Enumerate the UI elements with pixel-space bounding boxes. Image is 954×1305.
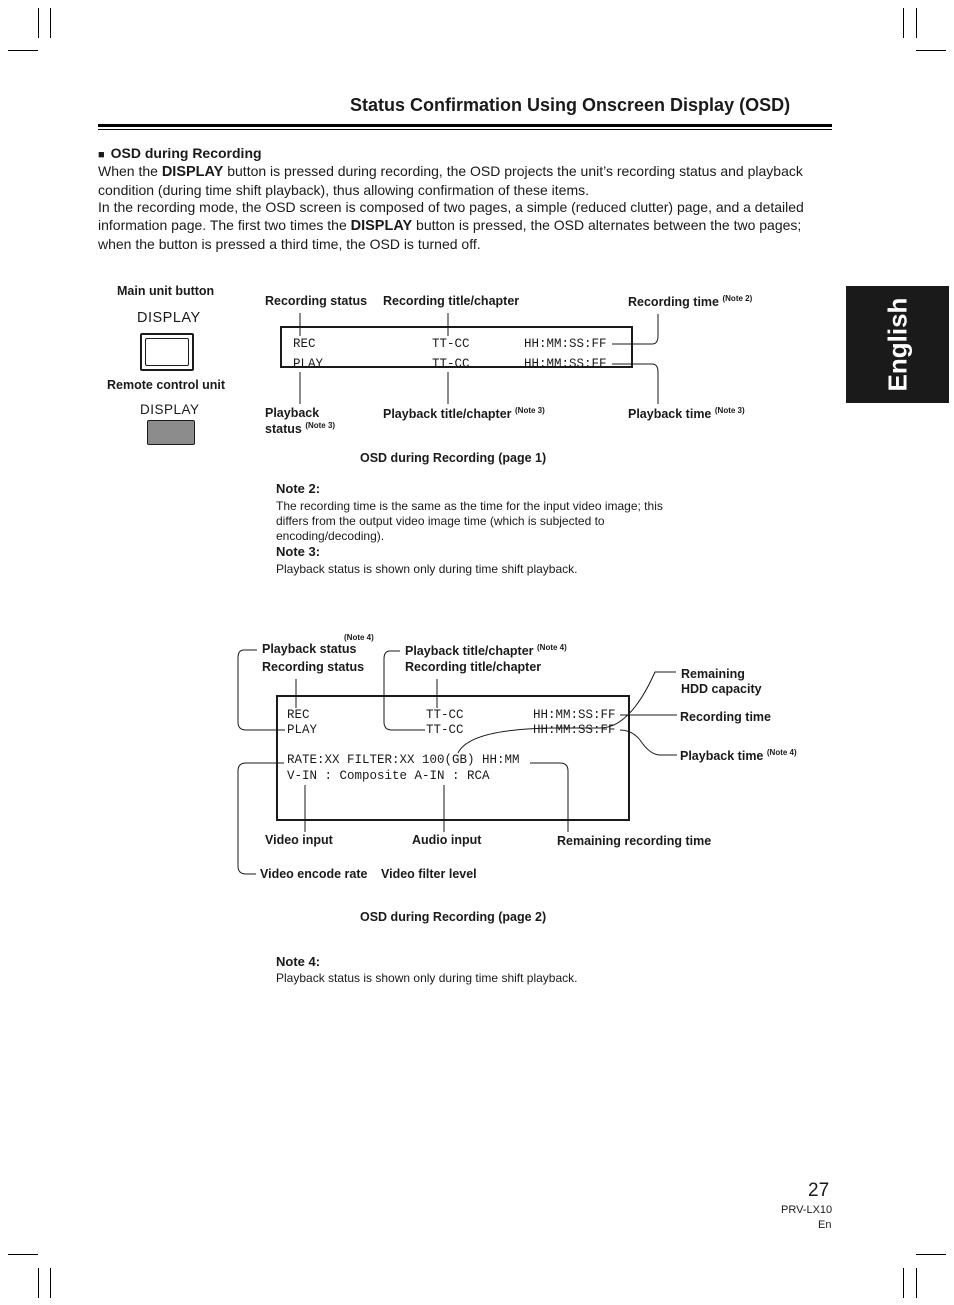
p2-hdd-label-1: Remaining — [681, 667, 745, 681]
note3-title: Note 3: — [276, 544, 321, 559]
leader-line — [652, 314, 658, 344]
leader-line — [620, 730, 677, 755]
leader-line — [384, 651, 425, 730]
remote-display-text: DISPLAY — [140, 402, 200, 417]
p2-playback-time-label: Playback time $^{(Note 4)}$ — [680, 748, 797, 764]
p1-caption: OSD during Recording (page 1) — [360, 451, 547, 465]
leader-line — [238, 763, 284, 874]
note4-title: Note 4: — [276, 954, 321, 969]
p2-note4-top: (Note 4) — [344, 633, 374, 642]
note4-text: Playback status is shown only during time shift playback. — [276, 971, 578, 985]
main-display-text: DISPLAY — [137, 310, 201, 326]
p2-recording-title-label: Recording title/chapter — [405, 660, 542, 674]
p1-recording-status-label: Recording status — [265, 294, 368, 308]
display-keyword: DISPLAY — [350, 218, 413, 234]
p1-row1-time: HH:MM:SS:FF — [524, 337, 607, 351]
p2-caption: OSD during Recording (page 2) — [360, 910, 547, 924]
p2-playback-title-label: Playback title/chapter $^{(Note 4)}$ — [405, 643, 567, 659]
p2-encode-rate-label: Video encode rate — [260, 867, 368, 881]
p2-row1-status: REC — [287, 708, 310, 722]
model-code: PRV-LX10 — [781, 1204, 833, 1216]
p1-row2-status: PLAY — [293, 357, 324, 371]
note2-text: The recording time is the same as the time for the input video image; this differs from the output video image time (which is subjected to encoding/decoding). — [276, 499, 663, 543]
page-number: 27 — [808, 1180, 830, 1201]
p1-playback-status-label: Playback — [265, 406, 320, 420]
p1-row1-title: TT-CC — [432, 337, 470, 351]
p2-row3: RATE:XX FILTER:XX 100(GB) HH:MM — [287, 753, 520, 767]
bullet-icon: ■ — [98, 149, 105, 161]
p1-playback-status-label-2: status $^{(Note 3)}$ — [265, 421, 336, 437]
p1-recording-time-label: Recording time $^{(Note 2)}$ — [628, 294, 753, 310]
note3-text: Playback status is shown only during time shift playback. — [276, 562, 578, 576]
p2-recording-time-label: Recording time — [680, 710, 771, 724]
main-unit-button-label: Main unit button — [117, 284, 215, 298]
p2-row1-title: TT-CC — [426, 708, 464, 722]
leader-line — [560, 763, 568, 832]
p2-row2-status: PLAY — [287, 723, 318, 737]
p1-row2-title: TT-CC — [432, 357, 470, 371]
p2-playback-status-label: Playback status — [262, 642, 357, 656]
page-title: Status Confirmation Using Onscreen Display (OSD) — [350, 95, 791, 115]
p2-video-input-label: Video input — [265, 833, 333, 847]
language-code: En — [818, 1219, 832, 1231]
p2-row1-time: HH:MM:SS:FF — [533, 708, 616, 722]
section-heading-text: OSD during Recording — [110, 145, 262, 161]
p1-row1-status: REC — [293, 337, 316, 351]
p1-row2-time: HH:MM:SS:FF — [524, 357, 607, 371]
leader-line — [652, 364, 658, 404]
note2-title: Note 2: — [276, 481, 321, 496]
p1-playback-title-label: Playback title/chapter $^{(Note 3)}$ — [383, 406, 545, 422]
p2-row2-time: HH:MM:SS:FF — [533, 723, 616, 737]
intro-paragraph-2: In the recording mode, the OSD screen is composed of two pages, a simple (reduced clutter) page, and a detailed information page. The first two times the DISPLAY button is pressed, the OSD alternates between the two pages; when the button is pressed a third time, the OSD is turned off. — [98, 199, 804, 252]
intro-paragraph-1: When the DISPLAY button is pressed during recording, the OSD projects the unit’s recording status and playback condition (during time shift playback), thus allowing confirmation of these items. — [98, 163, 803, 198]
leader-line — [458, 672, 676, 753]
p1-playback-time-label: Playback time $^{(Note 3)}$ — [628, 406, 745, 422]
p2-row2-title: TT-CC — [426, 723, 464, 737]
language-tab-label: English — [882, 297, 912, 392]
remote-control-label: Remote control unit — [107, 378, 226, 392]
p2-remaining-rec-time-label: Remaining recording time — [557, 834, 712, 848]
p2-recording-status-label: Recording status — [262, 660, 365, 674]
p1-recording-title-label: Recording title/chapter — [383, 294, 520, 308]
p2-filter-level-label: Video filter level — [381, 867, 477, 881]
p2-hdd-label-2: HDD capacity — [681, 682, 762, 696]
display-keyword: DISPLAY — [161, 164, 224, 180]
leader-line — [238, 650, 285, 730]
p2-row4: V-IN : Composite A-IN : RCA — [287, 769, 490, 783]
p2-audio-input-label: Audio input — [412, 833, 482, 847]
